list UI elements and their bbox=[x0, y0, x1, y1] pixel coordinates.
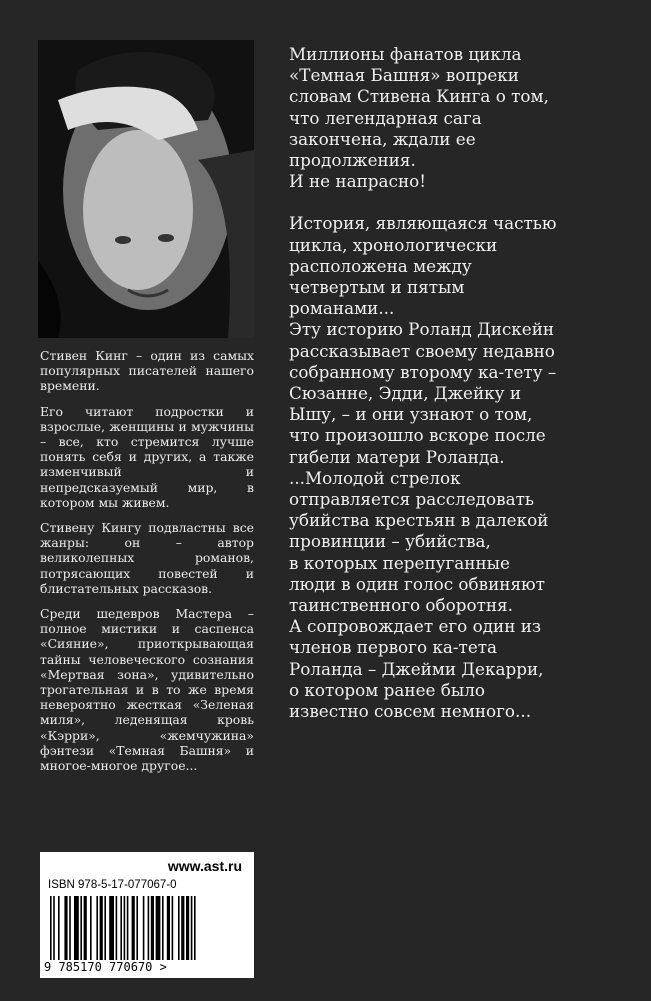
portrait-photo-icon bbox=[38, 40, 254, 338]
publisher-website: www.ast.ru bbox=[167, 858, 242, 874]
description-line: расположена между bbox=[289, 255, 472, 276]
description-line: Ышу, – и они узнают о том, bbox=[289, 404, 533, 425]
description-line: продолжения. bbox=[289, 150, 416, 171]
description-line: собранному второму ка-тету – bbox=[289, 361, 557, 382]
description-line: членов первого ка-тета bbox=[289, 637, 498, 658]
description-line: Сюзанне, Эдди, Джейку и bbox=[289, 383, 522, 404]
description-line: в которых перепуганные bbox=[289, 552, 510, 573]
barcode-panel bbox=[40, 852, 254, 978]
description-line: четвертым и пятым bbox=[289, 277, 465, 298]
description-line: отправляется расследовать bbox=[289, 489, 534, 510]
description-line: Миллионы фанатов цикла bbox=[289, 44, 522, 64]
description-line: Роланда – Джейми Декарри, bbox=[289, 658, 544, 679]
description-line: убийства крестьян в далекой bbox=[289, 510, 549, 531]
description-line: таинственного оборотня. bbox=[289, 595, 513, 616]
description-line: что легендарная сага bbox=[289, 107, 482, 128]
bio-paragraph-1: Стивен Кинг – один из самых популярных писателей нашего времени. bbox=[40, 348, 254, 394]
description-block-2 bbox=[289, 213, 619, 722]
paragraph-gap bbox=[289, 192, 619, 213]
description-line: люди в один голос обвиняют bbox=[289, 573, 545, 594]
author-bio bbox=[40, 348, 254, 783]
barcode-bars bbox=[48, 896, 246, 960]
barcode-digits: 9 785170 770670 > bbox=[44, 960, 167, 974]
description-line: закончена, ждали ее bbox=[289, 128, 476, 149]
description-line: ...Молодой стрелок bbox=[289, 467, 461, 488]
book-description bbox=[289, 44, 619, 722]
description-line: цикла, хронологически bbox=[289, 234, 498, 255]
description-block-1 bbox=[289, 44, 619, 192]
description-line: романами... bbox=[289, 298, 395, 319]
description-line: провинции – убийства, bbox=[289, 531, 491, 552]
bio-paragraph-3: Стивену Кингу подвластны все жанры: он – автор великолепных романов, потрясающих повестей и блистательных рассказов. bbox=[40, 520, 254, 596]
description-line: о котором ранее было bbox=[289, 679, 485, 700]
description-line: А сопровождает его один из bbox=[289, 616, 542, 637]
description-line: рассказывает своему недавно bbox=[289, 340, 555, 361]
description-line: словам Стивена Кинга о том, bbox=[289, 86, 549, 107]
description-line: Эту историю Роланд Дискейн bbox=[289, 319, 555, 340]
author-photo bbox=[38, 40, 254, 338]
bio-paragraph-4: Среди шедевров Мастера – полное мистики и саспенса «Сияние», приоткрывающая тайны человеческого сознания «Мертвая зона», удивительно трогательная и в то же время невероятно жесткая «Зеленая миля», леденящая кровь «Кэрри», «жемчужина» фэнтези «Темная Башня» и многое-многое другое... bbox=[40, 606, 254, 774]
barcode-icon bbox=[48, 896, 246, 960]
description-line: И не напрасно! bbox=[289, 171, 426, 192]
bio-paragraph-2: Его читают подростки и взрослые, женщины и мужчины – все, кто стремится лучше понять себя и других, а также изменчивый и непредсказуемый мир, в котором мы живем. bbox=[40, 403, 254, 510]
description-line: что произошло вскоре после bbox=[289, 425, 546, 446]
description-line: известно совсем немного... bbox=[289, 701, 532, 722]
description-line: гибели матери Роланда. bbox=[289, 446, 505, 467]
description-line: История, являющаяся частью bbox=[289, 213, 557, 234]
description-line: «Темная Башня» вопреки bbox=[289, 65, 519, 86]
isbn-label: ISBN 978-5-17-077067-0 bbox=[48, 879, 177, 891]
